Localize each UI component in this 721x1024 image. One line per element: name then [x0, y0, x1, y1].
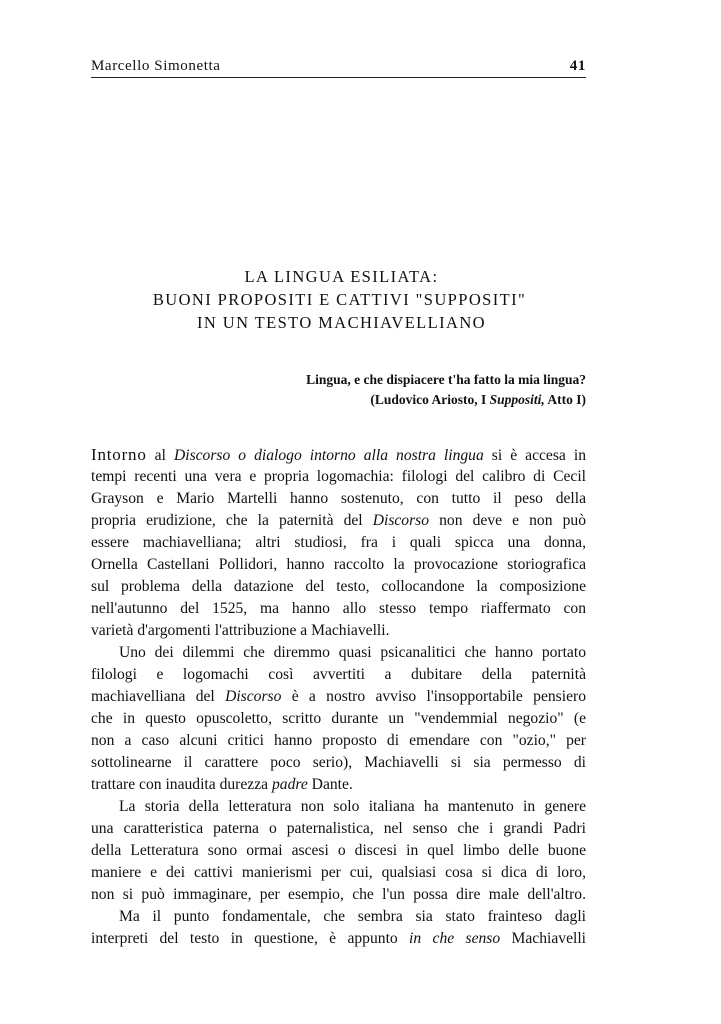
body-line: [91, 488, 586, 510]
body-line: [91, 466, 586, 488]
body-text-segment: è a nostro avviso l'insopportabile pensiero: [281, 688, 586, 705]
body-italic-text: Discorso o dialogo intorno alla nostra lingua: [173, 447, 484, 464]
epigraph-source-work: Suppositi,: [489, 392, 545, 407]
body-text-segment: interpreti del testo in questione, è appunto: [91, 930, 410, 947]
body-line: [91, 862, 586, 884]
body-line: [91, 906, 586, 928]
body-text-segment: filologi e logomachi così avvertiti a dubitare della paternità: [91, 666, 586, 683]
body-line: [91, 730, 586, 752]
body-line: [91, 840, 586, 862]
title-line-3: IN UN TESTO MACHIAVELLIANO: [197, 313, 486, 332]
body-text-segment: una caratteristica paterna o paternalistica, nel senso che i grandi Padri: [91, 820, 586, 837]
body-text: [91, 444, 586, 950]
body-line: [91, 510, 586, 532]
body-line: [91, 620, 586, 642]
epigraph-quote: Lingua, e che dispiacere t'ha fatto la mia lingua?: [306, 372, 586, 387]
body-line: [91, 642, 586, 664]
body-text-segment: non deve e non può: [429, 512, 586, 529]
body-text-segment: sottolinearne il carattere poco serio), Machiavelli si sia permesso di: [91, 754, 586, 771]
body-line: [91, 774, 586, 796]
body-text-segment: Dante.: [307, 776, 353, 793]
body-italic-text: padre: [271, 776, 308, 793]
body-text-segment: Grayson e Mario Martelli hanno sostenuto, con tutto il peso della: [91, 490, 586, 507]
body-line: [91, 708, 586, 730]
body-text-segment: Machiavelli: [500, 930, 586, 947]
body-text-segment: Ma il punto fondamentale, che sembra sia stato frainteso dagli: [119, 908, 586, 925]
page-number: 41: [569, 58, 586, 74]
body-line: [91, 598, 586, 620]
body-text-segment: propria erudizione, che la paternità del: [91, 512, 373, 529]
body-text-segment: non si può immaginare, per esempio, che l'un possa dire male dell'altro.: [91, 886, 586, 903]
epigraph-source-suffix: Atto I): [544, 392, 586, 407]
body-text-segment: della Letteratura sono ormai ascesi o discesi in quel limbo delle buone: [91, 842, 586, 859]
body-text-segment: Uno dei dilemmi che diremmo quasi psicanalitici che hanno portato: [119, 644, 586, 661]
body-text-segment: non a caso alcuni critici hanno proposto di emendare con "ozio," per: [91, 732, 586, 749]
body-line: [91, 884, 586, 906]
body-italic-text: Discorso: [225, 688, 282, 705]
body-italic-text: in che senso: [409, 930, 501, 947]
epigraph-source: [306, 390, 586, 410]
body-line: [91, 752, 586, 774]
epigraph-source-prefix: (Ludovico Ariosto, I: [370, 392, 490, 407]
body-text-segment: Ornella Castellani Pollidori, hanno raccolto la provocazione storiografica: [91, 556, 586, 573]
body-text-segment: essere machiavelliana; altri studiosi, fra i quali spicca una donna,: [91, 534, 586, 551]
body-line: [91, 532, 586, 554]
body-text-segment: si è accesa in: [483, 447, 586, 464]
body-line: [91, 664, 586, 686]
epigraph: [306, 370, 586, 410]
title-line-1: LA LINGUA ESILIATA:: [244, 267, 439, 286]
running-head-author: Marcello Simonetta: [91, 58, 221, 74]
title-line-2: BUONI PROPOSITI E CATTIVI "SUPPOSITI": [152, 290, 527, 309]
body-text-segment: La storia della letteratura non solo italiana ha mantenuto in genere: [119, 798, 586, 815]
body-text-segment: machiavelliana del: [91, 688, 226, 705]
body-italic-text: Discorso: [372, 512, 430, 529]
body-text-segment: che in questo opuscoletto, scritto durante un "vendemmial negozio" (e: [91, 710, 586, 727]
body-line: [91, 796, 586, 818]
body-line: [91, 444, 586, 466]
body-line: [91, 686, 586, 708]
body-text-segment: Intorno: [91, 445, 147, 464]
body-line: [91, 928, 586, 950]
body-text-segment: al: [146, 447, 174, 464]
body-text-segment: trattare con inaudita durezza: [91, 776, 272, 793]
body-line: [91, 576, 586, 598]
body-text-segment: varietà d'argomenti l'attribuzione a Machiavelli.: [91, 622, 390, 639]
body-line: [91, 818, 586, 840]
body-text-segment: tempi recenti una vera e propria logomachia: filologi del calibro di Cecil: [91, 468, 586, 485]
body-text-segment: sul problema della datazione del testo, collocandone la composizione: [91, 578, 586, 595]
body-text-segment: maniere e dei cattivi manierismi per cui, qualsiasi cosa si dica di loro,: [91, 864, 586, 881]
running-head: [91, 57, 586, 78]
body-line: [91, 554, 586, 576]
article-title: [91, 265, 586, 334]
body-text-segment: nell'autunno del 1525, ma hanno allo stesso tempo riaffermato con: [91, 600, 586, 617]
